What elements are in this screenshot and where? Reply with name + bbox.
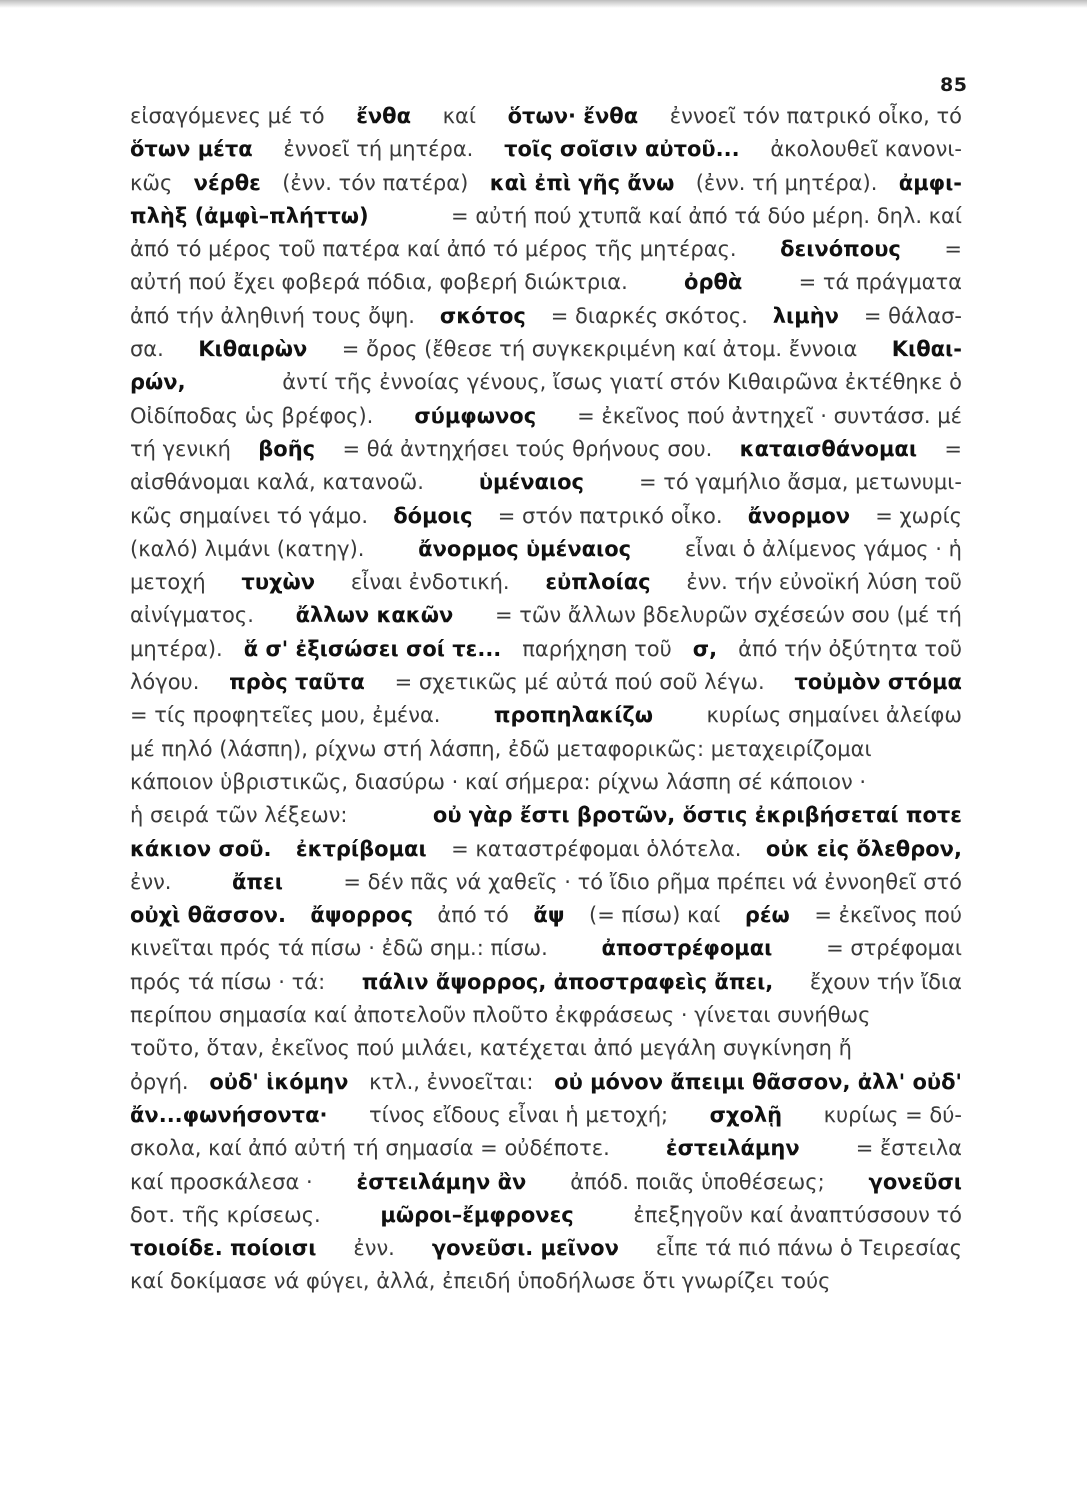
lemma-term: ἐστειλάμην: [665, 1136, 800, 1161]
lemma-term: οὐχὶ θᾶσσον.: [130, 903, 286, 928]
lemma-term: ἄψ: [533, 903, 565, 928]
lemma-term: μῶροι–ἔμφρονες: [380, 1202, 574, 1227]
gloss-text: σκολα, καί ἀπό αὐτή τή σημασία = οὐδέποτε.: [130, 1136, 610, 1161]
text-line: [130, 999, 962, 1032]
gloss-text: ἐννοεῖ τόν πατρικό οἶκο, τό: [669, 104, 962, 128]
gloss-text: λόγου.: [130, 670, 200, 695]
gloss-text: αὐτή πού ἔχει φοβερά πόδια, φοβερή διώκτρια.: [130, 270, 628, 295]
lemma-term: σύμφωνος: [414, 403, 537, 428]
lemma-term: τοιοίδε. ποίοισι: [130, 1236, 317, 1261]
text-line: [130, 1232, 962, 1265]
gloss-text: ἐνν. τήν εὐνοϊκή λύση τοῦ: [686, 570, 962, 595]
text-line: [130, 100, 962, 133]
text-line: [130, 1166, 962, 1199]
text-line: [130, 799, 962, 832]
lemma-term: καταισθάνομαι: [739, 436, 918, 461]
gloss-text: καί δοκίμασε νά φύγει, ἀλλά, ἐπειδή ὑποδήλωσε ὅτι γνωρίζει τούς: [130, 1269, 831, 1294]
lemma-term: εὐπλοίας: [545, 570, 651, 595]
gloss-text: = ἐκεῖνος πού ἀντηχεῖ · συντάσσ. μέ: [577, 403, 962, 428]
gloss-text: = θάλασ-: [863, 303, 962, 328]
gloss-text: = ἔστειλα: [855, 1136, 962, 1161]
lemma-term: οὐ γὰρ ἔστι βροτῶν, ὅστις ἐκριβήσεταί ποτε: [432, 803, 962, 828]
gloss-text: = στρέφομαι: [826, 936, 962, 961]
text-line: [130, 899, 962, 932]
text-line: [130, 733, 962, 766]
lemma-term: κάκιον σοῦ.: [130, 836, 272, 861]
text-line: [130, 599, 962, 632]
lemma-term: τοὐμὸν στόμα: [794, 670, 962, 695]
lemma-term: πρὸς ταῦτα: [229, 670, 365, 695]
text-line: [130, 1132, 962, 1165]
lemma-term: σ,: [692, 636, 718, 661]
gloss-text: ἐνν.: [353, 1236, 395, 1261]
text-line: [130, 1099, 962, 1132]
gloss-text: ἀπόδ. ποιᾶς ὑποθέσεως;: [570, 1169, 825, 1194]
gloss-text: = σχετικῶς μέ αὐτά πού σοῦ λέγω.: [394, 670, 765, 695]
gloss-text: = θά ἀντηχήσει τούς θρήνους σου.: [342, 436, 713, 461]
text-line: [130, 1265, 962, 1298]
lemma-term: τοῖς σοῖσιν αὐτοῦ...: [504, 137, 740, 162]
gloss-text: = χωρίς: [875, 503, 962, 528]
gloss-text: ἀπό τήν ἀληθινή τους ὄψη.: [130, 303, 415, 328]
lemma-term: οὐ μόνον ἄπειμι θᾶσσον, ἀλλ' οὐδ': [554, 1069, 962, 1094]
lemma-term: δεινόπους: [780, 237, 901, 262]
lemma-term: ἄπει: [231, 869, 283, 894]
gloss-text: ὀργή.: [130, 1069, 189, 1094]
gloss-text: = τό γαμήλιο ἄσμα, μετωνυμι-: [638, 470, 962, 495]
text-line: [130, 433, 962, 466]
lemma-term: καὶ ἐπὶ γῆς ἄνω: [489, 170, 675, 195]
lemma-term: σκότος: [439, 303, 526, 328]
lemma-term: προπηλακίζω: [493, 703, 654, 728]
text-line: [130, 333, 962, 366]
text-line: [130, 1066, 962, 1099]
lemma-term: ρέω: [744, 903, 790, 928]
lemma-term: ἔνθα: [356, 104, 412, 128]
text-line: [130, 266, 962, 299]
gloss-text: = ἐκεῖνος πού: [814, 903, 962, 928]
lemma-term: ἐστειλάμην ἂν: [356, 1169, 527, 1194]
lemma-term: Κιθαιρὼν: [198, 337, 308, 362]
gloss-text: δοτ. τῆς κρίσεως.: [130, 1202, 321, 1227]
text-line: [130, 699, 962, 732]
lemma-term: ἅ σ' ἐξισώσει σοί τε...: [243, 636, 502, 661]
lemma-term: ὅτων μέτα: [130, 137, 253, 162]
lemma-term: ἄνορμον: [747, 503, 851, 528]
text-line: [130, 1032, 962, 1065]
lemma-term: σχολῇ: [709, 1102, 783, 1127]
gloss-text: = τίς προφητεῖες μου, ἐμένα.: [130, 703, 441, 728]
lemma-term: λιμὴν: [772, 303, 839, 328]
lemma-term: ὑμέναιος: [478, 470, 584, 495]
text-line: [130, 500, 962, 533]
lemma-term: βοῆς: [258, 436, 316, 461]
text-line: [130, 966, 962, 999]
lemma-term: τυχὼν: [241, 570, 316, 595]
gloss-text: καί: [442, 104, 476, 128]
gloss-text: ἀπό τό μέρος τοῦ πατέρα καί ἀπό τό μέρος τῆς μητέρας.: [130, 237, 737, 262]
gloss-text: εἰσαγόμενες μέ τό: [130, 104, 325, 128]
lemma-term: ἄψορρος: [310, 903, 413, 928]
gloss-text: κυρίως = δύ-: [823, 1102, 962, 1127]
gloss-text: ἀπό τό: [437, 903, 509, 928]
gloss-text: = στόν πατρικό οἶκο.: [497, 503, 723, 528]
gloss-text: = αὐτή πού χτυπᾶ καί ἀπό τά δύο μέρη. δηλ. καί: [451, 203, 962, 228]
gloss-text: (καλό) λιμάνι (κατηγ).: [130, 536, 365, 561]
gloss-text: ἀπό τήν ὀξύτητα τοῦ: [738, 636, 962, 661]
lemma-term: οὐκ εἰς ὄλεθρον,: [765, 836, 962, 861]
text-line: [130, 200, 962, 233]
gloss-text: κινεῖται πρός τά πίσω · ἐδῶ σημ.: πίσω.: [130, 936, 548, 961]
text-line: [130, 1199, 962, 1232]
text-line: [130, 766, 962, 799]
gloss-text: κυρίως σημαίνει ἀλείφω: [706, 703, 962, 728]
lemma-term: πάλιν ἄψορρος, ἀποστραφεὶς ἄπει,: [361, 969, 774, 994]
lemma-term: πλὴξ (ἀμφὶ–πλήττω): [130, 203, 369, 228]
gloss-text: ἐνν.: [130, 869, 172, 894]
gloss-text: κτλ., ἐννοεῖται:: [369, 1069, 534, 1094]
lemma-term: ἄνορμος ὑμέναιος: [418, 536, 632, 561]
gloss-text: ἔχουν τήν ἴδια: [809, 969, 962, 994]
gloss-text: (ἐνν. τή μητέρα).: [695, 170, 878, 195]
gloss-text: πρός τά πίσω · τά:: [130, 969, 326, 994]
lemma-term: ἄλλων κακῶν: [295, 603, 454, 628]
gloss-text: σα.: [130, 337, 164, 362]
gloss-text: τή γενική: [130, 436, 231, 461]
gloss-text: ἡ σειρά τῶν λέξεων:: [130, 803, 348, 828]
text-line: [130, 167, 962, 200]
lemma-term: δόμοις: [393, 503, 473, 528]
lemma-term: οὐδ' ἱκόμην: [209, 1069, 349, 1094]
text-line: [130, 932, 962, 965]
page-number: 85: [940, 74, 968, 96]
gloss-text: παρήχηση τοῦ: [522, 636, 672, 661]
text-line: [130, 533, 962, 566]
gloss-text: Οἰδίποδας ὡς βρέφος).: [130, 403, 374, 428]
text-line: [130, 666, 962, 699]
lemma-term: ὀρθὰ: [684, 270, 743, 295]
gloss-text: ἀντί τῆς ἐννοίας γένους, ἴσως γιατί στόν Κιθαιρῶνα ἐκτέθηκε ὁ: [282, 370, 962, 395]
gloss-text: αἰνίγματος.: [130, 603, 254, 628]
gloss-text: = δέν πᾶς νά χαθεῖς · τό ἴδιο ρῆμα πρέπει νά ἐννοηθεῖ στό: [343, 869, 962, 894]
lemma-term: ρών,: [130, 370, 186, 395]
commentary-text-block: [130, 100, 962, 1299]
gloss-text: = ὄρος (ἔθεσε τή συγκεκριμένη καί ἀτομ. ἔννοια: [341, 337, 858, 362]
lemma-term: ἀμφι-: [898, 170, 962, 195]
gloss-text: εἶπε τά πιό πάνω ὁ Τειρεσίας: [655, 1236, 962, 1261]
lemma-term: ἀποστρέφομαι: [601, 936, 773, 961]
lemma-term: ὅτων· ἔνθα: [507, 104, 639, 128]
text-line: [130, 866, 962, 899]
text-line: [130, 833, 962, 866]
gloss-text: =: [944, 237, 962, 262]
gloss-text: κῶς: [130, 170, 173, 195]
gloss-text: = τῶν ἄλλων βδελυρῶν σχέσεών σου (μέ τή: [494, 603, 962, 628]
gloss-text: μέ πηλό (λάσπη), ρίχνω στή λάσπη, ἐδῶ μεταφορικῶς: μεταχειρίζομαι: [130, 736, 872, 761]
gloss-text: τοῦτο, ὅταν, ἐκεῖνος πού μιλάει, κατέχεται ἀπό μεγάλη συγκίνηση ἤ: [130, 1036, 852, 1061]
gloss-text: τίνος εἴδους εἶναι ἡ μετοχή;: [368, 1102, 669, 1127]
gloss-text: κῶς σημαίνει τό γάμο.: [130, 503, 369, 528]
lemma-term: ἐκτρίβομαι: [295, 836, 427, 861]
gloss-text: καί προσκάλεσα ·: [130, 1169, 313, 1194]
text-line: [130, 233, 962, 266]
gloss-text: ἀκολουθεῖ κανονι-: [770, 137, 962, 162]
lemma-term: γονεῦσι: [868, 1169, 962, 1194]
text-line: [130, 633, 962, 666]
lemma-term: Κιθαι-: [891, 337, 962, 362]
text-line: [130, 466, 962, 499]
gloss-text: κάποιον ὑβριστικῶς, διασύρω · καί σήμερα: ρίχνω λάσπη σέ κάποιον ·: [130, 769, 867, 794]
gloss-text: εἶναι ἐνδοτική.: [350, 570, 510, 595]
text-line: [130, 566, 962, 599]
gloss-text: μετοχή: [130, 570, 206, 595]
gloss-text: =: [944, 436, 962, 461]
gloss-text: ἐννοεῖ τή μητέρα.: [283, 137, 474, 162]
text-line: [130, 133, 962, 166]
text-line: [130, 300, 962, 333]
gloss-text: ἐπεξηγοῦν καί ἀναπτύσσουν τό: [633, 1202, 962, 1227]
gloss-text: (ἐνν. τόν πατέρα): [282, 170, 469, 195]
gloss-text: εἶναι ὁ ἀλίμενος γάμος · ἡ: [684, 536, 962, 561]
lemma-term: νέρθε: [193, 170, 261, 195]
gloss-text: αἰσθάνομαι καλά, κατανοῶ.: [130, 470, 424, 495]
gloss-text: (= πίσω) καί: [589, 903, 721, 928]
scan-top-edge: [0, 0, 1087, 8]
text-line: [130, 366, 962, 399]
gloss-text: = διαρκές σκότος.: [550, 303, 748, 328]
lemma-term: γονεῦσι. μεῖνον: [431, 1236, 619, 1261]
gloss-text: = τά πράγματα: [798, 270, 962, 295]
gloss-text: περίπου σημασία καί ἀποτελοῦν πλοῦτο ἐκφράσεως · γίνεται συνήθως: [130, 1003, 871, 1028]
text-line: [130, 400, 962, 433]
gloss-text: μητέρα).: [130, 636, 223, 661]
lemma-term: ἄν...φωνήσοντα·: [130, 1102, 328, 1127]
gloss-text: = καταστρέφομαι ὁλότελα.: [451, 836, 742, 861]
